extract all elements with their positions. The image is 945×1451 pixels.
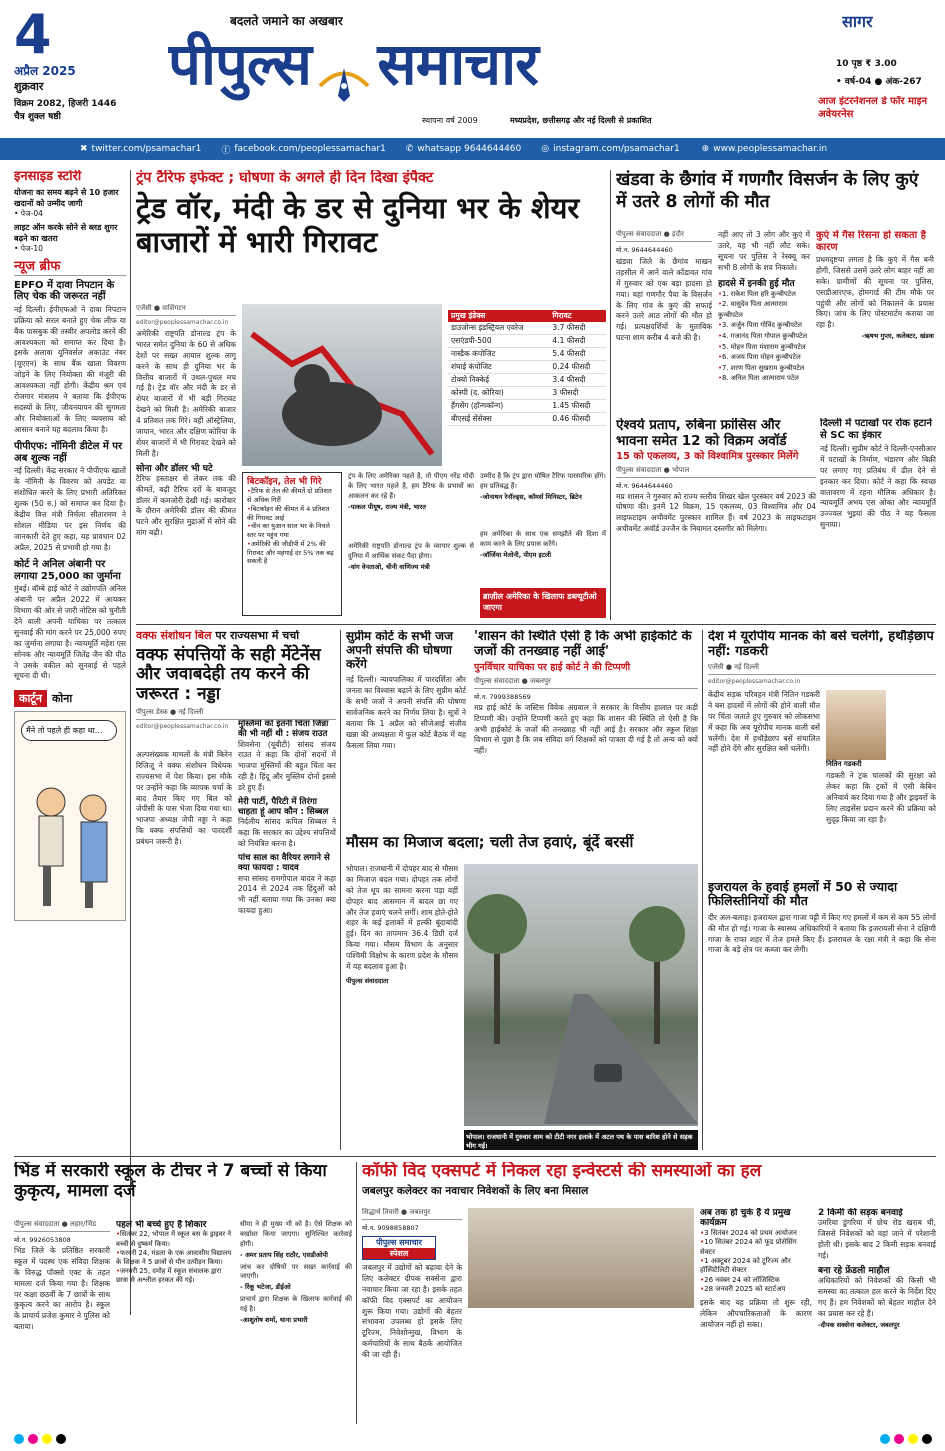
waqf-story: वक्फ संशोधन बिल पर राज्यसभा में चर्चा वक्फ संपत्तियों के सही मेंटेनेंस और जवाबदेही तय करने की जरूरत : नड्डा पीपुल्स डेस्क ● नई दिल्ली editor@peoplessamachar.co.in अल्पसंख्यक मामलों के मंत्री किरेन रिजिजू ने वक्फ संशोधन विधेयक राज्यसभा में पेश किया। इस मौके पर उन्होंने कहा कि व्यापक चर्चा के बाद तैयार किए गए बिल को जेपीसी के पास भेजा दिया गया था। भाजपा अध्यक्ष जेपी नड्डा ने कहा कि वक्फ संपत्तियों का पारदर्शी प्रबंधन जरूरी है। मुस्लिमों को इतनी चिंता जिन्ना की भी नहीं थी : संजय राउत शिवसेना (यूबीटी) सांसद संजय राउत ने कहा कि दोनों सदनों में भाजपा मुस्लिमों की बहुत चिंता कर रही है। हिंदू और मुस्लिम दोनों इससे डरे हुए हैं। मेरी पार्टी, पैरिटी में तिरंगा चाहता हूं आप कौन : सिब्बल निर्दलीय सांसद कपिल सिब्बल ने कहा कि सरकार का उद्देश्य संपत्तियों को नियंत्रित करना है। पांच साल का वैरियर लगाने से क्या फायदा : यादव सपा सांसद रामगोपाल यादव ने कहा 2014 से 2024 तक हिंदुओं को भी नहीं बताया गया कि उनका क्या फायदा हुआ। xyxy=(136,630,336,916)
lead-story xyxy=(136,170,606,620)
bhind-story: भिंड में सरकारी स्कूल के टीचर ने 7 बच्चों से किया कुकृत्य, मामला दर्ज पीपुल्स संवाददाता ● लहार/भिंड मो.न. 9926053808 भिंड जिले के प्रतिष्ठित सरकारी स्कूल में पदस्थ एक संविदा शिक्षक के विरुद्ध पॉक्सो एक्ट के तहत मामला दर्ज किया गया है। शिक्षक पर कक्षा छठवीं के 7 छात्रों के साथ कुकृत्य करने का आरोप है। स्कूल के प्राचार्य प्रजेश कुमार ने पुलिस को बताया। पहले भी बच्चे हुए हैं शिकार • सितंबर 22, भोपाल में स्कूल बस के ड्राइवर ने बच्ची से दुष्कर्म किया। • फरवरी 24, मंडला के एक आवासीय विद्यालय के शिक्षक ने 5 छात्रों से यौन उत्पीड़न किया। • जनवरी 25, दमोह में स्कूल संचालक द्वारा छात्रा से अश्लील हरकत की गई। सीमा ने ही मुख्य भी को है। ऐसे शिक्षक को बर्खास्त किया जाएगा। सुनिश्चित कार्रवाई होगी। - अमर प्रताप सिंह राठौर, एसडीओपी जांच कर दोषियों पर सख्त कार्रवाई की जाएगी। - रिंकू भटेजा, डीईओ प्राचार्य द्वारा शिक्षक के खिलाफ कार्रवाई की गई है। -आशुतोष शर्मा, थाना प्रभारी xyxy=(14,1162,352,1424)
waqf-col-1: अल्पसंख्यक मामलों के मंत्री किरेन रिजिजू ने वक्फ संशोधन विधेयक राज्यसभा में पेश किया। इस मौके पर उन्होंने कहा कि व्यापक चर्चा के बाद तैयार किए गए बिल को जेपीसी के पास भेजा दिया गया था। भाजपा अध्यक्ष जेपी नड्डा ने कहा कि वक्फ संपत्तियों का पारदर्शी प्रबंधन जरूरी है। xyxy=(136,750,232,846)
delhi-sc-story: दिल्ली में पटाखों पर रोक हटाने से SC का इंकार नई दिल्ली। सुप्रीम कोर्ट ने दिल्ली-एनसीआर में पटाखों के निर्माण, भंडारण और बिक्री पर लगाए गए प्रतिबंध में ढील देने से इनकार कर दिया। कोर्ट ने कहा कि स्वच्छ वातावरण में रहना मौलिक अधिकार है। न्यायमूर्ति अभय एस ओका और न्यायमूर्ति उज्ज्वल भुइयां की पीठ ने यह फैसला सुनाया। xyxy=(820,418,936,530)
inside-title: इनसाइड स्टोरी xyxy=(14,170,82,184)
inside-item-2: लाइट ऑन करके सोने से ब्लड शुगर बढ़ने का खतरा xyxy=(14,222,118,243)
cartoon-corner: कोना xyxy=(51,692,73,706)
index-title: प्रमुख इंडेक्स xyxy=(448,310,549,322)
index-table xyxy=(448,310,606,426)
anil-headline: कोर्ट ने अनिल अंबानी पर लगाया 25,000 का जुर्माना xyxy=(14,559,121,582)
news-brief-title: न्यूज ब्रीफ xyxy=(14,260,126,276)
weather-photo xyxy=(464,864,698,1126)
month-year: अप्रैल 2025 xyxy=(14,64,76,78)
facebook-icon: ⓕ xyxy=(221,145,231,156)
instagram-icon: ◎ xyxy=(541,144,550,154)
bitcoin-box xyxy=(242,472,342,616)
ppf-body: नई दिल्ली। केंद्र सरकार ने पीपीएफ खातों के नॉमिनी के विवरण को अपडेट या संशोधित करने के लिए प्रभारी अतिरिक्त शुल्क (50 रु.) को समाप्त कर दिया है। केंद्रीय वित्त मंत्री निर्मला सीतारमण ने सोशल मीडिया पर इस निर्णय की जानकारी देते हुए कहा, यह प्रावधान 02 अप्रैल, 2025 से प्रभावी हो गया है। xyxy=(14,466,126,552)
list-item: • 4. गजानंद पिता गोपाल कुन्बीपटेल xyxy=(718,331,810,342)
ppf-headline: पीपीएफ: नॉमिनी डीटेल में पर अब शुल्क नहीं xyxy=(14,441,123,464)
sona-body: टैरिफ हस्ताक्षर से लेकर तक की कीमतें, बढ़ी टैरिफ दरों के बावजूद डॉलर में कमजोरी देखी गई। कारोबार के दौरान अमेरिकी डॉलर की कीमत घटने और सुरक्षित मुद्राओं में सोने की मांग बढ़ी। xyxy=(136,473,236,538)
cartoon-header xyxy=(14,690,126,707)
price: 10 पृष्ठ ₹ 3.00 xyxy=(836,59,897,69)
registration-mark xyxy=(28,1434,38,1444)
khandwa-headline: खंडवा के छैगांव में गणगौर विसर्जन के लिए कुएं में उतरे 8 लोगों की मौत xyxy=(616,170,919,212)
table-row: टोक्यो निक्केई 3.4 फीसदी xyxy=(448,374,606,387)
quote-2: उम्मीद है कि ट्रंप द्वारा घोषित टैरिफ पारस्परिक होंगे। हम प्रतिबद्ध हैं। -जोनाथन रेनॉल्ड्स, कॉमर्स मिनिस्टर, ब्रिटेन xyxy=(480,472,606,501)
hc-story: 'शासन की स्थिति ऐसी है कि अभी हाईकोर्ट के जजों की तनख्वाह नहीं आई' पुनर्विचार याचिका पर हाई कोर्ट ने की टिप्पणी पीपुल्स संवाददाता ● जबलपुर मो.न. 7999388569 मप्र हाई कोर्ट के जस्टिस विवेक अग्रवाल ने सरकार के वित्तीय हालात पर कड़ी टिप्पणी की। उन्होंने टिप्पणी करते हुए कहा कि शासन की स्थिति तो ऐसी है कि अभी हाईकोर्ट के जजों की तनख्वाह भी नहीं आई है। सरकार और स्कूल शिक्षा विभाग से पूछा है कि जब संविदा वर्ग शिक्षकों को पात्रता दी गई है तो अन्य को क्यों नहीं। xyxy=(474,630,698,756)
sona-headline: सोना और डॉलर भी घटे xyxy=(136,463,213,474)
epfo-headline: EPFO में दावा निपटान के लिए चेक की जरूरत नहीं xyxy=(14,279,115,303)
list-item: • 1. राकेश पिता हरि कुन्बीपटेल xyxy=(718,289,810,300)
lead-byline: एजेंसी ● वाशिंगटन xyxy=(136,304,236,316)
gadkari-story: देश में यूरोपीय मानक की बसें चलेंगी, हथौड़ेछाप नहीं: गडकरी एजेंसी ● नई दिल्ली editor@peoplessamachar.co.in केंद्रीय सड़क परिवहन मंत्री नितिन गडकरी ने बस हादसों में लोगों की होने वाली मौत पर चिंता जताते हुए गुरुवार को लोकसभा में कहा कि अब यूरोपीय मानक वाली बसें चलेंगी। देश में हथौड़ेछाप बसें संचालित नहीं होने देंगे और सुरक्षित बसें चलेंगी। नितिन गडकरी गडकरी ने ट्रक चालकों की सुरक्षा को लेकर कहा कि ट्रकों में एसी केबिन अनिवार्य कर दिया गया है और ड्राइवरों के लिए लाइसेंस प्रदान करने की प्रक्रिया को सुदृढ़ किया जा रहा है। xyxy=(708,630,936,824)
list-item: • 6. अजय पिता मोहन कुन्बीपटेल xyxy=(718,352,810,363)
list-item: • 26 नवंबर 24 को लॉजिस्टिक xyxy=(700,1276,812,1285)
table-row: शंघाई कंपोजिट 0.24 फीसदी xyxy=(448,361,606,374)
cartoon-label: कार्टून xyxy=(14,690,47,707)
promo-box: आज इंटरनेशनल डे फॉर माइन अवेयरनेस xyxy=(818,96,928,120)
list-item: • चीन का युआन साल भर के निचले स्तर पर पहुंच गया xyxy=(247,522,337,540)
globe-icon: ⊕ xyxy=(701,144,710,154)
twitter-icon: ✖ xyxy=(80,144,88,154)
khandwa-col-2: नहीं आए तो 3 लोग और कुएं में उतरे, वह भी नहीं लौट सके। सूचना पर पुलिस ने रेस्क्यू कर सभी 8 लोगों के शव निकाले। हादसे में इनकी हुई मौत • 1. राकेश पिता हरि कुन्बीपटेल • 2. वासुदेव पिता आत्माराम कुन्बीपटेल • 3. अर्जुन पिता गोविंद कुन्बीपटेल • 4. गजानंद पिता गोपाल कुन्बीपटेल • 5. मोहन पिता मंशाराम कुन्बीपटेल • 6. अजय पिता मोहन कुन्बीपटेल • 7. शरण पिता सुखराम कुन्बीपटेल • 8. अनिल पिता आत्माराम पटेल xyxy=(718,230,810,384)
khandwa-story xyxy=(616,170,934,420)
victims-headline: हादसे में इनकी हुई मौत xyxy=(718,278,795,289)
table-row: कोस्पी (द. कोरिया) 3 फीसदी xyxy=(448,387,606,400)
khandwa-col-1: पीपुल्स संवाददाता ● इंदौर मो.न. 9644644460 खंडवा जिले के छैगांव माखन तहसील में आने वाले कोंडावत गांव में गुरुवार को एक बड़ा हादसा हो गया। यहां गणगौर पैया के विसर्जन के लिए गांव के कुएं की सफाई करने उतरे आठ लोगों की मौत हो गई। प्रत्यक्षदर्शियों के मुताबिक घटना शाम करीब 4 बजे की है। xyxy=(616,230,712,343)
twitter-link[interactable]: twitter.com/psamachar1 xyxy=(91,144,202,154)
lead-headline: ट्रेड वॉर, मंदी के डर से दुनिया भर के शेयर बाजारों में भारी गिरावट xyxy=(136,190,580,260)
list-item: • अमेरिकी की जीडीपी में 2% की गिरावट और महंगाई दर 5% तक बढ़ सकती है xyxy=(247,540,337,566)
day-number: 4 xyxy=(14,8,52,66)
list-item: • 7. शरण पिता सुखराम कुन्बीपटेल xyxy=(718,363,810,374)
quote-3: अमेरिकी राष्ट्रपति डोनाल्ड ट्रंप के व्यापार शुल्क से दुनिया में आर्थिक संकट पैदा होगा। -वांग वेनताओ, चीनी वाणिज्य मंत्री xyxy=(348,542,474,571)
gas-box: कुएं में गैस रिसना हो सकता है कारण प्रथमदृष्टया लगता है कि कुएं में गैस बनी होगी, जिससे उसमें उतरे लोग बाहर नहीं आ सके। ग्रामीणों की सूचना पर पुलिस, एसडीआरएफ, होमगार्ड की टीम मौके पर पहुंची और लोगों को निकालने के प्रयास किए। जांच के लिए पोस्टमार्टम कराया जा रहा है। -ऋषभ गुप्ता, कलेक्टर, खंडवा xyxy=(816,230,934,341)
registration-mark xyxy=(880,1434,890,1444)
established: स्थापना वर्ष 2009 xyxy=(422,116,478,125)
registration-mark xyxy=(42,1434,52,1444)
list-item: • 2. वासुदेव पिता आत्माराम कुन्बीपटेल xyxy=(718,299,810,320)
cartoon-bubble: मैंने तो पहले ही कहा था... xyxy=(21,720,117,741)
list-item: • 3 सितंबर 2024 को प्रथम आयोजन xyxy=(700,1229,812,1238)
list-item: • सितंबर 22, भोपाल में स्कूल बस के ड्राइवर ने बच्ची से दुष्कर्म किया। xyxy=(116,1230,234,1248)
lead-text-col-1 xyxy=(136,304,236,614)
table-row: नास्डैक कंपोजिट 5.4 फीसदी xyxy=(448,348,606,361)
list-item: • बिटकॉइन की कीमत में 4 प्रतिशत की गिरावट आई xyxy=(247,505,337,523)
waqf-kicker: वक्फ संशोधन बिल पर राज्यसभा में चर्चा xyxy=(136,630,300,642)
volume: • वर्ष-04 ● अंक-267 xyxy=(836,77,922,87)
tagline: बदलते जमाने का अखबार xyxy=(230,14,343,28)
list-item: • 3. अर्जुन पिता गोविंद कुन्बीपटेल xyxy=(718,320,810,331)
weekday: शुक्रवार xyxy=(14,80,44,93)
table-row: हैंगसेंग (हॉन्गकॉन्ग) 1.45 फीसदी xyxy=(448,400,606,413)
inside-item-1: योजना का समय बढ़ने से 10 हजार खदानों को उम्मीद जागी xyxy=(14,187,119,208)
anil-body: मुंबई। बॉम्बे हाई कोर्ट ने उद्योगपति अनिल अंबानी पर अप्रैल 2022 में आयकर विभाग की ओर से जारी नोटिस को चुनौती देने वाली अपनी याचिका पर तत्काल सुनवाई की मांग करने पर 25,000 रुपए का जुर्माना लगाया है। न्यायमूर्ति महेश एस सोनक और न्यायमूर्ति जितेंद्र जैन की पीठ ने उसके वकील को सुनवाई से पहले सूचना दी थी। xyxy=(14,584,126,681)
date-box xyxy=(14,8,154,138)
supreme-story: सुप्रीम कोर्ट के सभी जज अपनी संपत्ति की घोषणा करेंगे नई दिल्ली। न्यायपालिका में पारदर्शिता और जनता का विश्वास बढ़ाने के लिए सुप्रीम कोर्ट के सभी जजों ने अपनी संपत्ति की घोषणा सार्वजनिक करने का निर्णय लिया है। सूत्रों ने बताया कि 1 अप्रैल को सीजेआई संजीव खन्ना की अध्यक्षता में फुल कोर्ट बैठक में यह फैसला लिया गया। xyxy=(346,630,466,750)
era: विक्रम 2082, हिजरी 1446 xyxy=(14,99,117,109)
israel-story: इजरायल के हवाई हमलों में 50 से ज्यादा फिलिस्तीनियों की मौत दीर अल-बलाह। इजरायल द्वारा गाजा पट्टी में किए गए हमलों में कम से कम 55 लोगों की मौत हो गई। गाजा के स्वास्थ्य अधिकारियों ने बताया कि इजरायली सेना ने दक्षिणी गाजा के राफा शहर में तेज हमले किए हैं। इजरायल के रक्षा मंत्री ने कहा कि सेना गाजा के बड़े क्षेत्र पर कब्जा कर लेगी। xyxy=(708,880,936,955)
list-item: • 1 अक्टूबर 2024 को टूरिज्म और हॉस्पिटैलिटी सेक्टर xyxy=(700,1257,812,1276)
waqf-col-2: मुस्लिमों को इतनी चिंता जिन्ना की भी नहीं थी : संजय राउत शिवसेना (यूबीटी) सांसद संजय राउत ने कहा कि दोनों सदनों में भाजपा मुस्लिमों की बहुत चिंता कर रही है। हिंदू और मुस्लिम दोनों इससे डरे हुए हैं। मेरी पार्टी, पैरिटी में तिरंगा चाहता हूं आप कौन : सिब्बल निर्दलीय सांसद कपिल सिब्बल ने कहा कि सरकार का उद्देश्य संपत्तियों को नियंत्रित करना है। पांच साल का वैरियर लगाने से क्या फायदा : यादव सपा सांसद रामगोपाल यादव ने कहा 2014 से 2024 तक हिंदुओं को भी नहीं बताया गया कि उनका क्या फायदा हुआ। xyxy=(238,720,336,916)
title-left: पीपुल्स xyxy=(168,30,311,98)
facebook-link[interactable]: facebook.com/peoplessamachar1 xyxy=(234,144,386,154)
road-scene-icon xyxy=(464,864,698,1126)
registration-mark xyxy=(908,1434,918,1444)
list-item: • टैरिफ से तेल की कीमतें दो प्रतिशत से अधिक गिरीं xyxy=(247,487,337,505)
gadkari-photo xyxy=(826,690,886,760)
brazil-box: ब्राज़ील अमेरिका के खिलाफ डब्ल्यूटीओ जाएगा xyxy=(480,588,606,618)
city: सागर xyxy=(842,12,873,31)
whatsapp-icon: ✆ xyxy=(405,144,414,154)
left-column xyxy=(14,170,126,1315)
index-col2: गिरावट xyxy=(549,310,606,322)
title-right: समाचार xyxy=(377,30,538,98)
list-item: • फरवरी 24, मंडला के एक आवासीय विद्यालय के शिक्षक ने 5 छात्रों से यौन उत्पीड़न किया। xyxy=(116,1249,234,1267)
table-row: बीएसई सेंसेक्स 0.46 फीसदी xyxy=(448,413,606,426)
aishwarya-story: ऐश्वर्य प्रताप, रुबिना फ्रांसिस और भावना समेत 12 को विक्रम अवॉर्ड 15 को एकलव्य, 3 को विश्वामित्र पुरस्कार मिलेंगे पीपुल्स संवाददाता ● भोपाल मो.न. 9644644460 मप्र शासन ने गुरुवार को राज्य स्तरीय शिखर खेल पुरस्कार वर्ष 2023 की घोषणा की। इनमें 12 विक्रम, 15 एकलव्य, 03 विश्वामित्र और 04 लाइफटाइम अचीवमेंट पुरस्कार शामिल हैं। वर्ष 2023 के लाइफटाइम अचीवमेंट अवॉर्ड उज्जैन के नियामत दस्तगीर को मिलेगा। xyxy=(616,418,816,534)
registration-mark xyxy=(56,1434,66,1444)
inside-item-1-page: • पेज-04 xyxy=(14,208,43,218)
inside-item-2-page: • पेज-10 xyxy=(14,243,43,253)
list-item: • 5. मोहन पिता मंशाराम कुन्बीपटेल xyxy=(718,342,810,353)
social-bar xyxy=(0,138,945,160)
cartoon-image xyxy=(14,711,126,921)
lead-email: editor@peoplessamachar.co.in xyxy=(136,319,229,326)
regions: मध्यप्रदेश, छत्तीसगढ़ और नई दिल्ली से प्रकाशित xyxy=(510,116,652,125)
lead-kicker: ट्रंप टैरिफ इफेक्ट ; घोषणा के अगले ही दिन दिखा इंपैक्ट xyxy=(136,170,434,186)
bitcoin-headline: बिटकॉइन, तेल भी गिरे xyxy=(247,477,322,487)
whatsapp-link[interactable]: whatsapp 9644644460 xyxy=(417,144,522,154)
coffee-photo xyxy=(468,1208,694,1308)
quote-1: ट्रंप के लिए अमेरिका पहले है, तो पीएम नरेंद्र मोदी के लिए भारत पहले है, हम टैरिफ के प्रभावों का आकलन कर रहे हैं। -पाकल पीयूष, राज्य मंत्री, भारत xyxy=(348,472,474,511)
list-item: • जनवरी 25, दमोह में स्कूल संचालक द्वारा छात्रा से अश्लील हरकत की गई। xyxy=(116,1267,234,1285)
table-row: डाउजोन्स इंडस्ट्रियल एवरेज 3.7 फीसदी xyxy=(448,322,606,335)
weather-caption: भोपाल। राजधानी में गुरुवार शाम को टीटी नगर इलाके में अटल पथ के पास बारिश होने से सड़क भीग गई। xyxy=(464,1130,698,1150)
coffee-story: कॉफी विद एक्सपर्ट में निकल रहा इन्वेस्टर्स की समस्याओं का हल जबलपुर कलेक्टर का नवाचार निवेशकों के लिए बना मिसाल सिद्धार्थ तिवारी ● जबलपुर मो.न. 9098858807 पीपुल्स समाचार स्पेशल जबलपुर में उद्योगों को बढ़ावा देने के लिए कलेक्टर दीपक सक्सेना द्वारा नवाचार किया जा रहा है। इसके तहत कॉफी विद एक्सपर्ट का आयोजन शुरू किया गया। उद्योगों की बेहतर संभावना उपलब्ध हो इसके लिए टूरिज्म, निवेशोन्मुख, विभाग के कर्मचारियों के साथ बैठकें आयोजित की जा रही हैं। अब तक हो चुके हैं ये प्रमुख कार्यक्रम • 3 सितंबर 2024 को प्रथम आयोजन • 10 सितंबर 2024 को फूड प्रोसेसिंग सेक्टर • 1 अक्टूबर 2024 को टूरिज्म और हॉस्पिटैलिटी सेक्टर • 26 नवंबर 24 को लॉजिस्टिक • 28 जनवरी 2025 को स्टार्टअप इसके बाद यह प्रक्रिया तो शुरू रही, लेकिन औपचारिकताओं के कारण आयोजन नहीं हो सका। 2 किमी की सड़क बनवाई उमरिया डुंगरिया में ग्रोथ रोड खराब थी, जिससे निवेशकों को वहां जाने में परेशानी होती थी। इसके बाद 2 किमी सड़क बनवाई गई। बना रहे फ्रेंडली माहौल अधिकारियों को निवेशकों की किसी भी समस्या का तत्काल हल करने के निर्देश दिए गए हैं। हम निवेशकों को बेहतर माहौल देने का प्रयास कर रहे हैं। -दीपक सक्सेना कलेक्टर, जबलपुर xyxy=(362,1162,936,1424)
registration-mark xyxy=(922,1434,932,1444)
lead-body: अमेरिकी राष्ट्रपति डोनाल्ड ट्रंप के भारत समेत दुनिया के 60 से अधिक देशों पर सख्त आयात शुल्क लागू करने के साथ ही दुनिया भर के वित्तीय बाजारों में उथल-पुथल मच गई है। ट्रेड वॉर और मंदी के डर से शेयर बाजारों में भी बड़ी गिरावट देखने को मिली है। अमेरिकी बाजार 4 प्रतिशत तक गिरे। वहीं ऑस्ट्रेलिया, जापान, भारत और दक्षिण कोरिया के शेयर बाजारों में भी गिरावट देखने को मिली है। xyxy=(136,329,236,458)
coffee-stamp: पीपुल्स समाचार स्पेशल xyxy=(362,1236,436,1260)
epfo-body: नई दिल्ली। ईपीएफओ ने दावा निपटान प्रक्रिया को सरल बनाते हुए चेक लीफ या बैंक पासबुक की तस्वीर अपलोड करने की आवश्यकता को समाप्त कर दिया है। इसके अलावा यूनिवर्सल अकाउंट नंबर (यूएएन) के साथ बैंक खाता विवरण जोड़ने के लिए नियोक्ता की मंजूरी की आवश्यकता नहीं होगी। केंद्रीय श्रम एवं रोजगार मंत्रालय ने बताया कि ईपीएफ सदस्यों के लिए, जीवनयापन की सुगमता और नियोक्ताओं के लिए व्यवसाय को आसान बनाने यह बदलाव किया है। xyxy=(14,304,126,434)
website-link[interactable]: www.peoplessamachar.in xyxy=(713,144,828,154)
weather-story: मौसम का मिजाज बदला; चली तेज हवाएं, बूंदें बरसीं भोपाल। राजधानी में दोपहर बाद से मौसम का मिजाज बदल गया। दोपहर तक लोगों को तेज धूप का सामना करना पड़ा वहीं दोपहर बाद आसमान में बादल छा गए और तेज हवाएं चलने लगीं। शाम होते-होते शहर के कई इलाकों में हल्की बूंदाबांदी हुई। दिन का तापमान 36.4 डिग्री दर्ज किया गया। मौसम विभाग के अनुसार पश्चिमी विक्षोभ के कारण प्रदेश के मौसम में यह बदलाव हुआ है। पीपुल्स संवाददाता भोपाल। राजधानी में गुरुवार शाम को टीटी नगर इलाके में अटल पथ के पास बारिश होने से सड़क भीग गई। xyxy=(346,834,698,1150)
instagram-link[interactable]: instagram.com/psamachar1 xyxy=(553,144,680,154)
bear-chart-icon xyxy=(242,304,442,466)
pen-logo-icon xyxy=(314,56,374,102)
table-row: एसएंडपी-500 4.1 फीसदी xyxy=(448,335,606,348)
masthead xyxy=(0,0,945,140)
registration-mark xyxy=(894,1434,904,1444)
list-item: • 8. अनिल पिता आत्माराम पटेल xyxy=(718,373,810,384)
list-item: • 28 जनवरी 2025 को स्टार्टअप xyxy=(700,1285,812,1294)
list-item: • 10 सितंबर 2024 को फूड प्रोसेसिंग सेक्टर xyxy=(700,1238,812,1257)
quote-4: हम अमेरिका के साथ एक समझौते की दिशा में काम करने के लिए प्रयास करेंगे। -जॉर्जिया मेलोनी, पीएम इटली xyxy=(480,530,606,559)
lunar: चैत्र शुक्ल षष्ठी xyxy=(14,112,61,122)
newspaper-title xyxy=(168,22,758,102)
bear-market-photo xyxy=(242,304,442,466)
registration-mark xyxy=(14,1434,24,1444)
cartoon-figures-icon xyxy=(23,782,119,912)
